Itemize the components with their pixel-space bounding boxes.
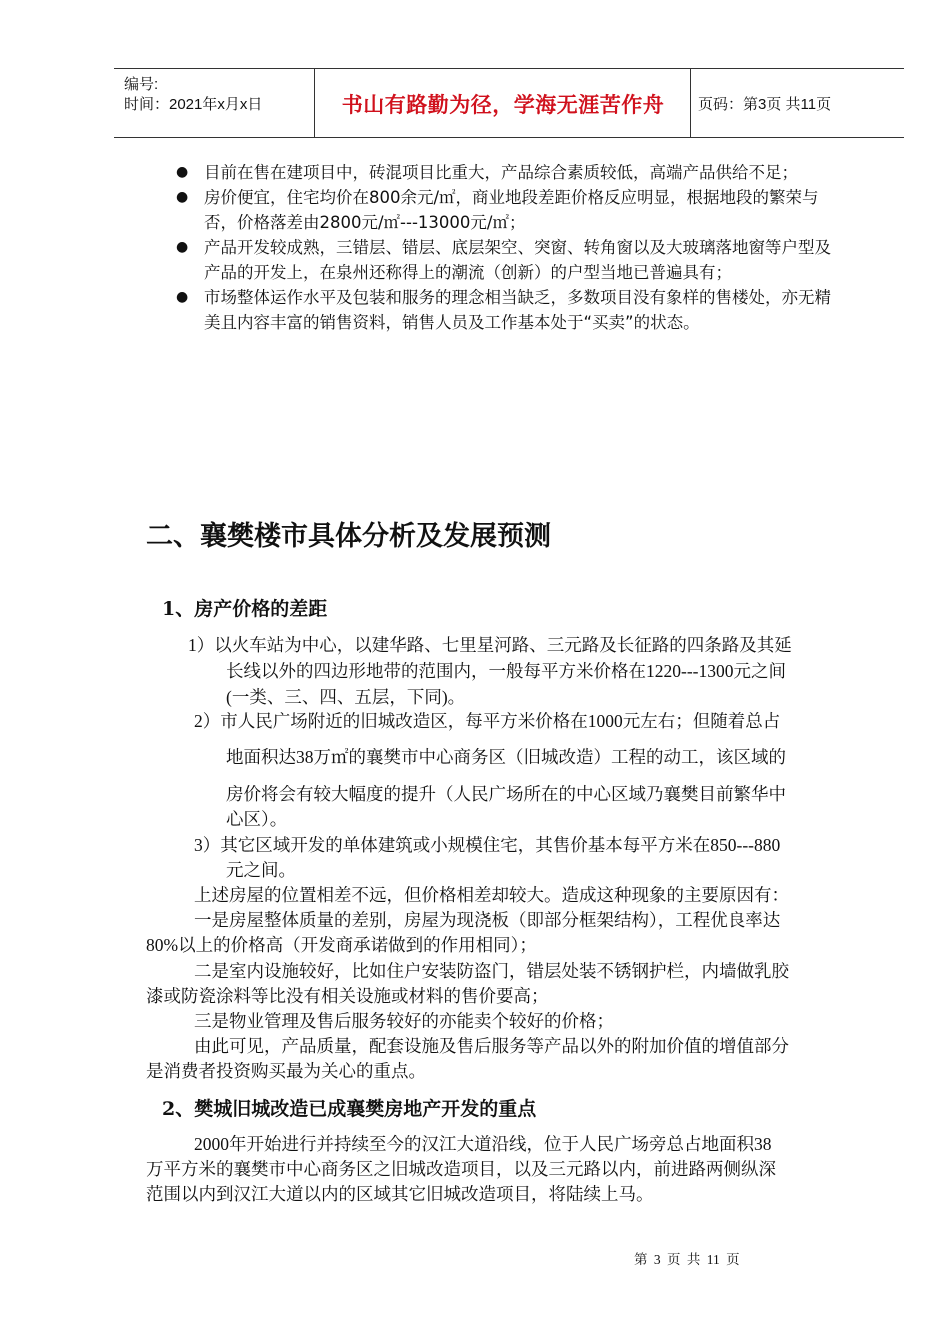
paragraph-line: 二是室内设施较好，比如住户安装防盗门，错层处装不锈钢护栏，内墙做乳胶 (194, 961, 789, 981)
header-time-label: 时间：2021年x月x日 (124, 96, 263, 113)
page-footer: 第 3 页 共 11 页 (634, 1252, 740, 1267)
list-line: 1）以火车站为中心，以建华路、七里星河路、三元路及长征路的四条路及其延 (188, 635, 792, 655)
bullet-text: 产品开发较成熟，三错层、错层、底层架空、突窗、转角窗以及大玻璃落地窗等户型及 (204, 238, 831, 257)
header-divider (314, 69, 315, 137)
page-header (114, 68, 904, 138)
paragraph-line: 万平方米的襄樊市中心商务区之旧城改造项目，以及三元路以内，前进路两侧纵深 (146, 1159, 776, 1179)
subsection-heading: 1、房产价格的差距 (162, 598, 328, 620)
bullet-icon: ● (176, 239, 189, 255)
list-line: 2）市人民广场附近的旧城改造区，每平方米价格在1000元左右；但随着总占 (194, 711, 781, 731)
bullet-text: 产品的开发上，在泉州还称得上的潮流（创新）的户型当地已普遍具有； (204, 263, 732, 282)
header-divider (690, 69, 691, 137)
bullet-item (176, 160, 876, 185)
list-line: 房价将会有较大幅度的提升（人民广场所在的中心区域乃襄樊目前繁华中 (226, 784, 786, 804)
bullet-text: 房价便宜，住宅均价在800余元/㎡，商业地段差距价格反应明显，根据地段的繁荣与 (204, 188, 819, 207)
bullet-item (176, 285, 876, 335)
list-line: 地面积达38万㎡的襄樊市中心商务区（旧城改造）工程的动工，该区域的 (226, 747, 786, 767)
list-line: 长线以外的四边形地带的范围内，一般每平方米价格在1220---1300元之间 (226, 661, 786, 681)
header-motto: 书山有路勤为径，学海无涯苦作舟 (341, 92, 665, 117)
bullet-icon: ● (176, 289, 189, 305)
list-line: 元之间。 (226, 860, 296, 880)
list-line: (一类、三、四、五层，下同)。 (226, 687, 466, 707)
bullet-text: 否，价格落差由2800元/㎡---13000元/㎡； (204, 213, 526, 232)
paragraph-line: 三是物业管理及售后服务较好的亦能卖个较好的价格； (194, 1011, 614, 1031)
paragraph-line: 范围以内到汉江大道以内的区域其它旧城改造项目，将陆续上马。 (146, 1184, 654, 1204)
bullet-icon: ● (176, 164, 189, 180)
subsection-heading: 2、樊城旧城改造已成襄樊房地产开发的重点 (162, 1098, 537, 1120)
paragraph-line: 2000年开始进行并持续至今的汉江大道沿线，位于人民广场旁总占地面积38 (194, 1134, 772, 1154)
paragraph-line: 上述房屋的位置相差不远，但价格相差却较大。造成这种现象的主要原因有： (194, 885, 789, 905)
section-heading: 二、襄樊楼市具体分析及发展预测 (146, 521, 551, 552)
header-number-label: 编号: (124, 76, 159, 93)
bullet-text: 目前在售在建项目中，砖混项目比重大，产品综合素质较低，高端产品供给不足； (204, 163, 798, 182)
paragraph-line: 由此可见，产品质量，配套设施及售后服务等产品以外的附加价值的增值部分 (194, 1036, 789, 1056)
header-page-label: 页码：第3页 共11页 (698, 96, 832, 113)
paragraph-line: 是消费者投资购买最为关心的重点。 (146, 1061, 426, 1081)
paragraph-line: 漆或防瓷涂料等比没有相关设施或材料的售价要高； (146, 986, 549, 1006)
list-line: 3）其它区域开发的单体建筑或小规模住宅，其售价基本每平方米在850---880 (194, 835, 781, 855)
paragraph-line: 80%以上的价格高（开发商承诺做到的作用相同）； (146, 935, 537, 955)
bullet-item (176, 185, 876, 235)
bullet-text: 市场整体运作水平及包装和服务的理念相当缺乏，多数项目没有象样的售楼处，亦无精 (204, 288, 831, 307)
paragraph-line: 一是房屋整体质量的差别，房屋为现浇板（即部分框架结构），工程优良率达 (194, 910, 781, 930)
list-line: 心区）。 (226, 809, 288, 829)
bullet-item (176, 235, 876, 285)
bullet-text: 美且内容丰富的销售资料，销售人员及工作基本处于“买卖”的状态。 (204, 313, 700, 332)
bullet-icon: ● (176, 189, 189, 205)
